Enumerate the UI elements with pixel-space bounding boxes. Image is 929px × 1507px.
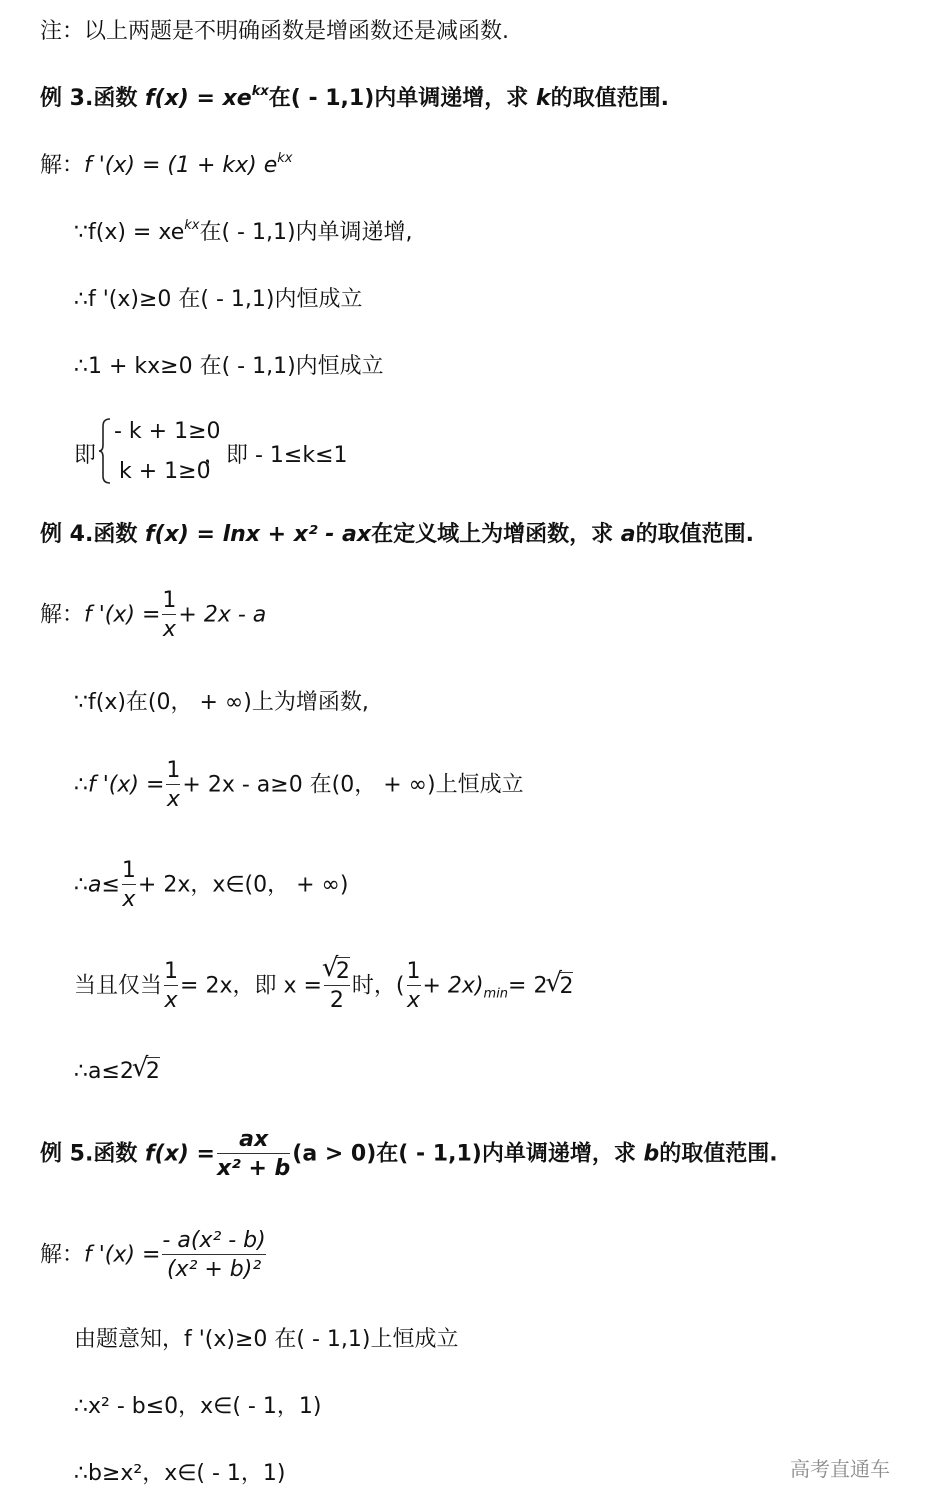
example-4-step-2: ∴f '(x) = $\frac{1}{x}$ + 2x - a≥0 在(0， + ∞)上恒成立 bbox=[74, 758, 524, 812]
example-5-step-3: ∴b≥x²，x∈( - 1，1) bbox=[74, 1461, 286, 1486]
note-line: 注：以上两题是不明确函数是增函数还是减函数. bbox=[40, 19, 509, 44]
left-brace-icon bbox=[98, 418, 112, 484]
example-4-step-4: 当且仅当 $\frac{1}{x}$ = 2x，即 x = √ $\frac{2}{2}$ 时，( $\frac{1}{x}$ + $2x)_{min}= 2√$ 2 bbox=[74, 959, 573, 1014]
example-5-title: 例 5.函数 f(x) = $\frac{ax}{\text{x² + b}}$ (a > 0)在( - 1,1)内单调递增，求 b的取值范围. bbox=[40, 1127, 778, 1181]
example-4-step-3: ∴a≤ $\frac{1}{x}$ + 2x，x∈(0， + ∞) bbox=[74, 858, 349, 912]
example-3-step-3: ∴1 + kx≥0 在( - 1,1)内恒成立 bbox=[74, 354, 384, 379]
example-3-step-1: ∵f(x) = $xe^{kx}$在( - 1,1)内单调递增, bbox=[74, 218, 413, 245]
example-4-step-5: ∴a≤2√ 2 bbox=[74, 1058, 160, 1086]
example-4-step-1: ∵f(x)在(0， + ∞)上为增函数, bbox=[74, 690, 369, 715]
example-4-derivative: 解：f '(x) = $\frac{1}{x}$ + 2x - a bbox=[40, 588, 267, 642]
example-3-derivative: 解：f '(x) = (1 + kx) $e^{kx}$ bbox=[40, 151, 293, 178]
example-5-step-2: ∴x² - b≤0，x∈( - 1，1) bbox=[74, 1394, 322, 1419]
example-3-system: 即 - k + 1≥0 k + 1≥0 ，即 - 1≤k≤1 bbox=[74, 419, 348, 484]
watermark: 高考直通车 bbox=[790, 1457, 890, 1481]
example-5-derivative: 解：f '(x) = $\frac{\text{- a(x² - b)}}{\text{(x² + b)²}}$ bbox=[40, 1228, 266, 1282]
example-4-title: 例 4.函数 f(x) = lnx + x² - ax在定义域上为增函数，求 a的取值范围. bbox=[40, 522, 754, 547]
example-5-step-1: 由题意知，f '(x)≥0 在( - 1,1)上恒成立 bbox=[74, 1327, 459, 1352]
example-3-title: 例 3.函数 $f(x) = xe^{kx}$在( - 1,1)内单调递增，求 k的取值范围. bbox=[40, 84, 669, 111]
example-3-step-2: ∴f '(x)≥0 在( - 1,1)内恒成立 bbox=[74, 287, 363, 312]
